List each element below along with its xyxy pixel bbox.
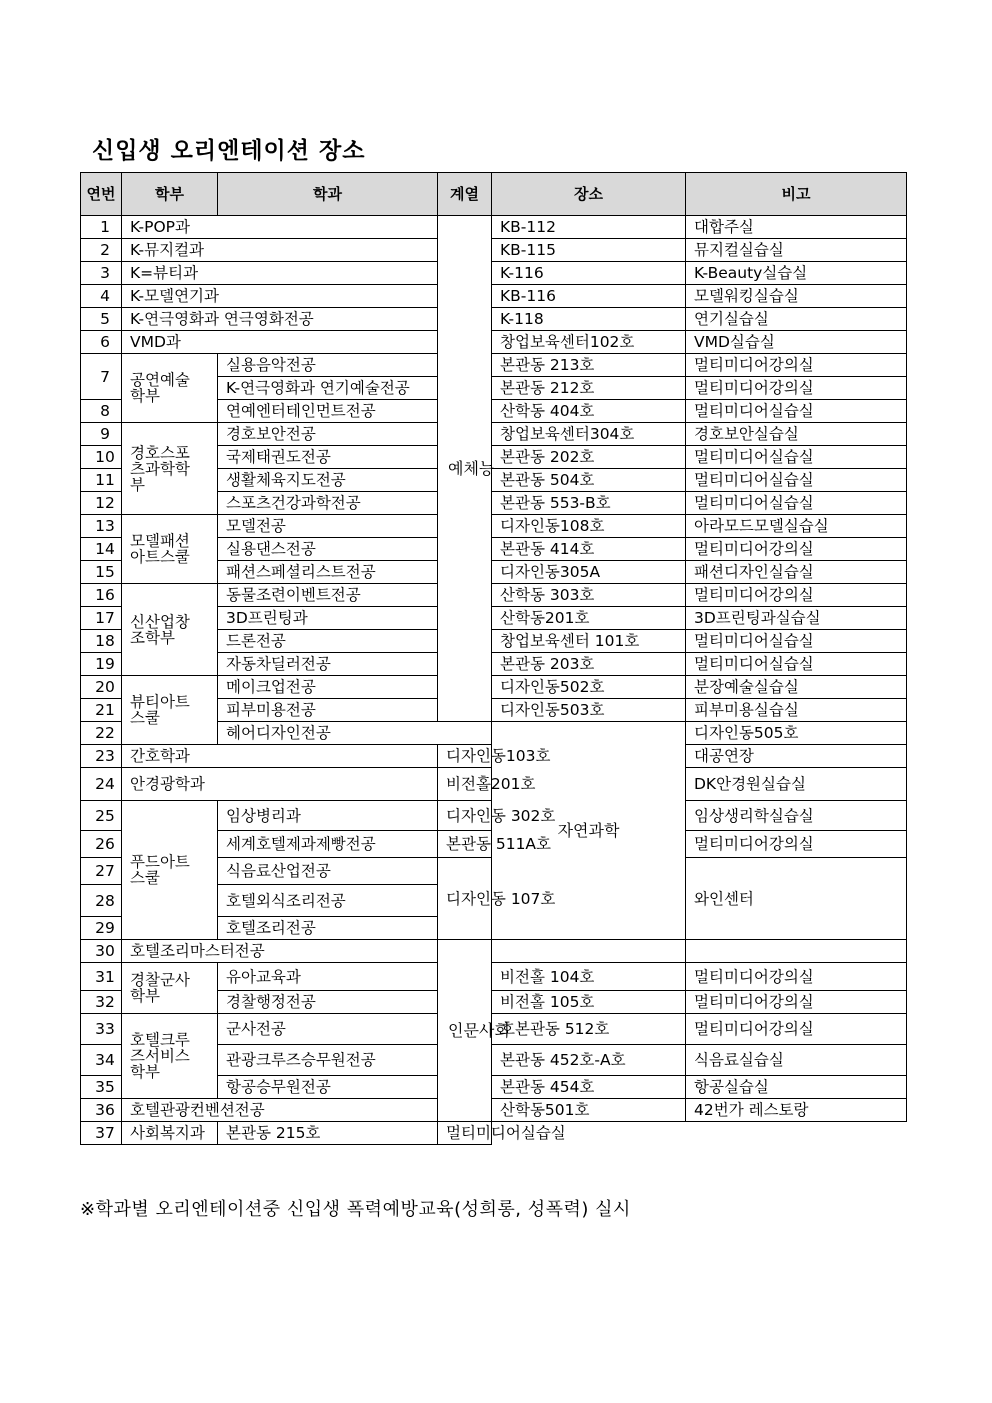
note-cell <box>686 940 907 963</box>
note-cell: VMD실습실 <box>686 331 907 354</box>
note-cell: 멀티미디어실습실 <box>686 653 907 676</box>
row-number: 24 <box>81 768 122 801</box>
table-row <box>81 584 907 607</box>
department-cell: K-연극영화과 연기예술전공 <box>218 377 438 400</box>
table-row <box>81 745 907 768</box>
note-cell: 분장예술실습실 <box>686 676 907 699</box>
department-cell: 간호학과 <box>122 745 438 768</box>
department-cell: 동물조련이벤트전공 <box>218 584 438 607</box>
department-cell: 세계호텔제과제빵전공 <box>218 831 438 858</box>
note-cell: 아라모드모델실습실 <box>686 515 907 538</box>
division-cell: 푸드아트스쿨 <box>122 801 218 940</box>
note-cell: 멀티미디어강의실 <box>686 354 907 377</box>
row-number: 10 <box>81 446 122 469</box>
department-cell: 3D프린팅과 <box>218 607 438 630</box>
department-cell: K-모델연기과 <box>122 285 438 308</box>
department-cell: 피부미용전공 <box>218 699 438 722</box>
note-cell: 멀티미디어강의실 <box>686 831 907 858</box>
place-cell: 본관동 504호 <box>492 469 686 492</box>
place-cell: 본관동 511A호 <box>438 831 492 858</box>
note-cell: 임상생리학실습실 <box>686 801 907 831</box>
table-row <box>81 285 907 308</box>
row-number: 6 <box>81 331 122 354</box>
series-cell: 자연과학 <box>492 722 686 940</box>
table-header-row <box>81 173 907 216</box>
department-cell: 식음료산업전공 <box>218 858 438 885</box>
department-cell: 군사전공 <box>218 1014 438 1045</box>
department-cell: 스포츠건강과학전공 <box>218 492 438 515</box>
note-cell: 멀티미디어강의실 <box>686 991 907 1014</box>
row-number: 20 <box>81 676 122 699</box>
place-cell: 창업보육센터 101호 <box>492 630 686 653</box>
row-number: 19 <box>81 653 122 676</box>
footnote: ※학과별 오리엔테이션중 신입생 폭력예방교육(성희롱, 성폭력) 실시 <box>80 1199 631 1220</box>
row-number: 36 <box>81 1099 122 1122</box>
row-number: 21 <box>81 699 122 722</box>
department-cell: 사회복지과 <box>122 1122 218 1145</box>
department-cell: 호텔관광컨벤션전공 <box>122 1099 438 1122</box>
department-cell: 연예엔터테인먼트전공 <box>218 400 438 423</box>
department-cell: VMD과 <box>122 331 438 354</box>
table-row <box>81 216 907 239</box>
note-cell: K-Beauty실습실 <box>686 262 907 285</box>
row-number: 22 <box>81 722 122 745</box>
table-row <box>81 354 907 377</box>
place-cell: 창업보육센터304호 <box>492 423 686 446</box>
department-cell: 헤어디자인전공 <box>218 722 492 745</box>
table-row <box>81 262 907 285</box>
note-cell: 멀티미디어실습실 <box>686 469 907 492</box>
place-cell: 본관동 203호 <box>492 653 686 676</box>
note-cell: 멀티미디어강의실 <box>686 377 907 400</box>
table-row <box>81 676 907 699</box>
row-number: 32 <box>81 991 122 1014</box>
place-cell: K-118 <box>492 308 686 331</box>
table-row <box>81 940 907 963</box>
row-number: 23 <box>81 745 122 768</box>
place-cell: 본관동 454호 <box>492 1076 686 1099</box>
note-cell: 멀티미디어실습실 <box>686 630 907 653</box>
place-cell: 본관동 212호 <box>492 377 686 400</box>
table-row <box>81 515 907 538</box>
place-cell: 비전홀 105호 <box>492 991 686 1014</box>
row-number: 9 <box>81 423 122 446</box>
place-cell: 본관동 414호 <box>492 538 686 561</box>
note-cell: 뮤지컬실습실 <box>686 239 907 262</box>
place-cell: 디자인동505호 <box>686 722 907 745</box>
row-number: 17 <box>81 607 122 630</box>
note-cell: 42번가 레스토랑 <box>686 1099 907 1122</box>
department-cell: 모델전공 <box>218 515 438 538</box>
place-cell: KB-116 <box>492 285 686 308</box>
department-cell: 호텔외식조리전공 <box>218 885 438 917</box>
row-number: 34 <box>81 1045 122 1076</box>
row-number: 37 <box>81 1122 122 1145</box>
place-cell: 디자인동108호 <box>492 515 686 538</box>
place-cell: 본관동 202호 <box>492 446 686 469</box>
note-cell: 경호보안실습실 <box>686 423 907 446</box>
row-number: 12 <box>81 492 122 515</box>
note-cell: 연기실습실 <box>686 308 907 331</box>
row-number: 4 <box>81 285 122 308</box>
row-number: 13 <box>81 515 122 538</box>
department-cell: 경호보안전공 <box>218 423 438 446</box>
department-cell: K=뷰티과 <box>122 262 438 285</box>
series-cell: 예체능 <box>438 216 492 722</box>
row-number: 33 <box>81 1014 122 1045</box>
table-row <box>81 1122 907 1145</box>
place-cell: 디자인동502호 <box>492 676 686 699</box>
row-number: 15 <box>81 561 122 584</box>
place-cell: KB-112 <box>492 216 686 239</box>
place-cell: 비전홀201호 <box>438 768 492 801</box>
header-place: 장소 <box>492 173 686 216</box>
department-cell: 안경광학과 <box>122 768 438 801</box>
row-number: 27 <box>81 858 122 885</box>
note-cell: 3D프린팅과실습실 <box>686 607 907 630</box>
note-cell: 모델워킹실습실 <box>686 285 907 308</box>
note-cell: 패션디자인실습실 <box>686 561 907 584</box>
place-cell: 본관동 215호 <box>218 1122 438 1145</box>
table-row <box>81 423 907 446</box>
department-cell: 자동차딜러전공 <box>218 653 438 676</box>
row-number: 25 <box>81 801 122 831</box>
note-cell: 멀티미디어강의실 <box>686 1014 907 1045</box>
row-number: 14 <box>81 538 122 561</box>
row-number: 5 <box>81 308 122 331</box>
place-cell: 디자인동103호 <box>438 745 492 768</box>
place-cell: 디자인동305A <box>492 561 686 584</box>
note-cell: 대공연장 <box>686 745 907 768</box>
department-cell: 호텔조리전공 <box>218 917 438 940</box>
place-cell: 본관동 553-B호 <box>492 492 686 515</box>
department-cell: 항공승무원전공 <box>218 1076 438 1099</box>
header-department: 학과 <box>218 173 438 216</box>
department-cell: K-뮤지컬과 <box>122 239 438 262</box>
department-cell: 경찰행정전공 <box>218 991 438 1014</box>
header-series: 계열 <box>438 173 492 216</box>
header-number: 연번 <box>81 173 122 216</box>
note-cell: 항공실습실 <box>686 1076 907 1099</box>
note-cell: 멀티미디어강의실 <box>686 584 907 607</box>
place-cell: KB-115 <box>492 239 686 262</box>
note-cell: 식음료실습실 <box>686 1045 907 1076</box>
department-cell: 유아교육과 <box>218 963 438 991</box>
place-cell: 산학동 303호 <box>492 584 686 607</box>
place-cell: 호본관동 512호 <box>492 1014 686 1045</box>
note-cell: 피부미용실습실 <box>686 699 907 722</box>
note-cell: DK안경원실습실 <box>686 768 907 801</box>
row-number: 16 <box>81 584 122 607</box>
table-row <box>81 239 907 262</box>
division-cell: 공연예술학부 <box>122 354 218 423</box>
division-cell: 뷰티아트스쿨 <box>122 676 218 745</box>
row-number: 31 <box>81 963 122 991</box>
department-cell: 관광크루즈승무원전공 <box>218 1045 438 1076</box>
department-cell: 메이크업전공 <box>218 676 438 699</box>
place-cell: 디자인동503호 <box>492 699 686 722</box>
department-cell: 국제태권도전공 <box>218 446 438 469</box>
note-cell: 멀티미디어실습실 <box>686 446 907 469</box>
division-cell: 경찰군사학부 <box>122 963 218 1014</box>
place-cell: 비전홀 104호 <box>492 963 686 991</box>
table-row <box>81 331 907 354</box>
division-cell: 모델패션아트스쿨 <box>122 515 218 584</box>
row-number: 18 <box>81 630 122 653</box>
orientation-table <box>80 172 907 1145</box>
place-cell: K-116 <box>492 262 686 285</box>
department-cell: 실용댄스전공 <box>218 538 438 561</box>
department-cell: 생활체육지도전공 <box>218 469 438 492</box>
place-cell: 산학동 404호 <box>492 400 686 423</box>
department-cell: 호텔조리마스터전공 <box>122 940 438 963</box>
division-cell: 호텔크루즈서비스학부 <box>122 1014 218 1099</box>
row-number: 35 <box>81 1076 122 1099</box>
page-title: 신입생 오리엔테이션 장소 <box>92 138 366 164</box>
row-number: 11 <box>81 469 122 492</box>
note-cell: 멀티미디어실습실 <box>438 1122 492 1145</box>
table-row <box>81 963 907 991</box>
row-number: 26 <box>81 831 122 858</box>
department-cell: 실용음악전공 <box>218 354 438 377</box>
series-cell: 인문사회 <box>438 940 492 1122</box>
note-cell: 멀티미디어강의실 <box>686 538 907 561</box>
note-cell: 멀티미디어실습실 <box>686 400 907 423</box>
department-cell: 드론전공 <box>218 630 438 653</box>
place-cell: 창업보육센터102호 <box>492 331 686 354</box>
department-cell: 패션스페셜리스트전공 <box>218 561 438 584</box>
note-cell: 와인센터 <box>686 858 907 940</box>
division-cell: 신산업창조학부 <box>122 584 218 676</box>
place-cell: 디자인동 302호 <box>438 801 492 831</box>
department-cell: K-POP과 <box>122 216 438 239</box>
note-cell: 대합주실 <box>686 216 907 239</box>
row-number: 3 <box>81 262 122 285</box>
row-number: 29 <box>81 917 122 940</box>
row-number: 2 <box>81 239 122 262</box>
note-cell: 멀티미디어실습실 <box>686 492 907 515</box>
place-cell: 산학동201호 <box>492 607 686 630</box>
place-cell: 본관동 452호-A호 <box>492 1045 686 1076</box>
note-cell: 멀티미디어강의실 <box>686 963 907 991</box>
header-note: 비고 <box>686 173 907 216</box>
division-cell: 경호스포츠과학학부 <box>122 423 218 515</box>
place-cell: 디자인동 107호 <box>438 858 492 940</box>
place-cell: 산학동501호 <box>492 1099 686 1122</box>
row-number: 28 <box>81 885 122 917</box>
place-cell: 본관동 213호 <box>492 354 686 377</box>
header-division: 학부 <box>122 173 218 216</box>
table-row <box>81 1099 907 1122</box>
row-number: 1 <box>81 216 122 239</box>
department-cell: K-연극영화과 연극영화전공 <box>122 308 438 331</box>
place-cell <box>492 940 686 963</box>
row-number: 8 <box>81 400 122 423</box>
department-cell: 임상병리과 <box>218 801 438 831</box>
row-number: 30 <box>81 940 122 963</box>
table-row <box>81 308 907 331</box>
row-number: 7 <box>81 354 122 400</box>
